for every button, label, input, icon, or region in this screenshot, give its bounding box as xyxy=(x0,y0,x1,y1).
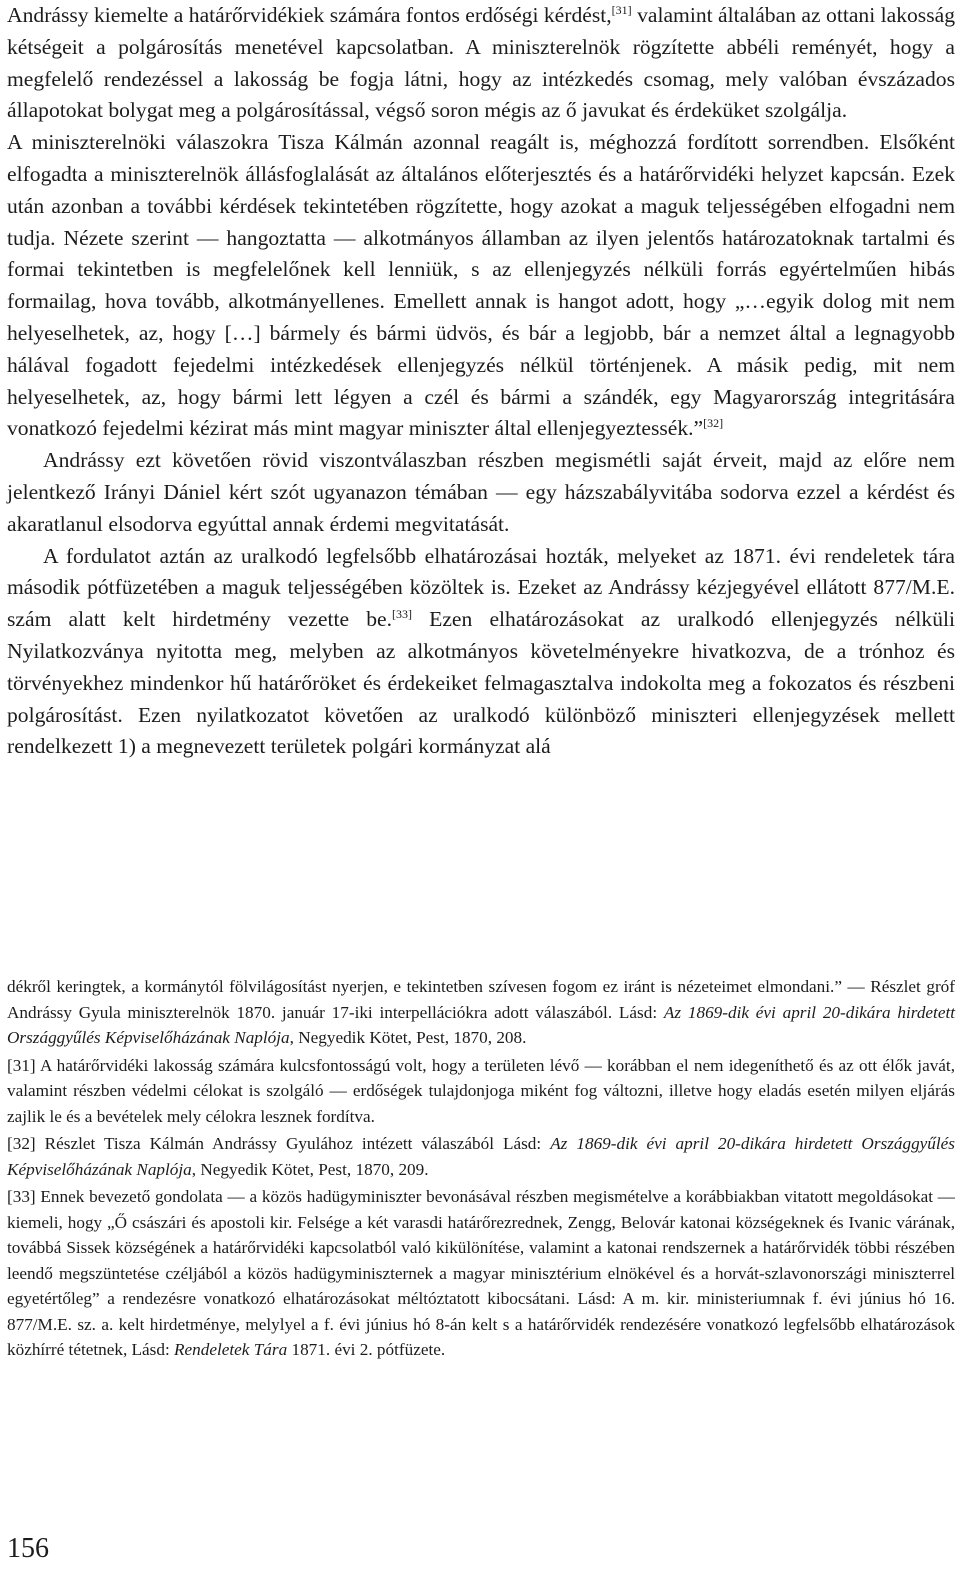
paragraph-1-text-b: valamint általában az ottani lakosság kétségeit a polgárosítás menetével kapcsolatban. A miniszterelnök rögzítette abbéli reményét, hogy a megfelelő rendezéssel a lakosság be fogja látni, hogy az intézkedés csomag, mely valóban évszázados állapotokat bolygat meg a polgárosítással, végső soron mégis az ő javukat és érdeküket szolgálja. xyxy=(7,3,955,123)
paragraph-1-text-a: Andrássy kiemelte a határőrvidékiek számára fontos erdőségi kérdést, xyxy=(7,3,612,27)
paragraph-4 xyxy=(7,541,955,764)
paragraph-4-text-a: A fordulatot aztán az uralkodó legfelsőbb elhatározásai hozták, melyeket az 1871. évi rendeletek tára második pótfüzetében a maguk teljességében közöltek is. Ezeket az Andrássy kézjegyével ellátott 877/M.E. szám alatt kelt hirdetmény vezette be. xyxy=(7,543,955,632)
footnotes xyxy=(7,974,955,1365)
footnote-31-text: A határőrvidéki lakosság számára kulcsfontosságú volt, hogy a területen lévő — korábban el nem idegeníthető és az ott élők javát, valamint részben védelmi célokat is szolgáló — erdőségek tulajdonjoga miként fog változni, illetve hogy eladás esetén milyen eljárás zajlik le és a bevételek mely célokra lesznek fordítva. xyxy=(7,1055,955,1126)
footnote-31 xyxy=(7,1053,955,1130)
footnote-32-number: [32] xyxy=(7,1134,36,1153)
footnote-33-number: [33] xyxy=(7,1187,36,1206)
footnote-ref-32[interactable]: [32] xyxy=(703,416,724,431)
paragraph-1 xyxy=(7,0,955,127)
footnote-continuation-text-a: dékről keringtek, a kormánytól fölvilágosítást nyerjen, e tekintetben szívesen fogom ez iránt is nézeteimet elmondani.” — Részlet gróf Andrássy Gyula miniszterelnök 1870. január 17-iki interpellációkra adott válaszából. Lásd: xyxy=(7,977,955,1022)
footnote-33 xyxy=(7,1184,955,1363)
paragraph-3: Andrássy ezt követően rövid viszontválaszban részben megismétli saját érveit, majd az előre nem jelentkező Irányi Dániel kért szót ugyanazon témában — egy házszabályvitába sodorva ezzel a kérdést és akaratlanul elsodorva egyúttal annak érdemi megvitatását. xyxy=(7,448,955,536)
paragraph-2-text: A miniszterelnöki válaszokra Tisza Kálmán azonnal reagált is, méghozzá fordított sorrendben. Elsőként elfogadta a miniszterelnök állásfoglalását az általános előterjesztés és a határőrvidéki helyzet kapcsán. Ezek után azonban a további kérdések tekintetében rögzítette, hogy azokat a maguk teljességében elfogadni nem tudja. Nézete szerint — hangoztatta — alkotmányos államban az ilyen jelentős határozatoknak tartalmi és formai tekintetben is megfelelőnek kell lenniük, s az ellenjegyzés nélküli forrás egyértelműen hibás formailag, hova tovább, alkotmányellenes. Emellett annak is hangot adott, hogy „…egyik dolog mit nem helyeselhetek, az, hogy […] bármely és bármi üdvös, és bár a legjobb, bár a nemzet által a legnagyobb hálával fogadott fejedelmi intézkedések ellenjegyzés nélkül történjenek. A másik pedig, mit nem helyeselhetek, az, hogy bármi lett légyen a czél és bármi a szándék, egy Magyarország integritására vonatkozó fejedelmi kézirat más mint magyar miniszter által ellenjegyeztessék.” xyxy=(7,130,955,441)
footnote-33-title: Rendeletek Tára xyxy=(174,1340,288,1359)
page-number: 156 xyxy=(7,1533,49,1564)
footnote-32-title: Az 1869-dik évi april 20-dikára hirdetett Országgyűlés Képviselőházának Naplója xyxy=(7,1134,955,1179)
footnote-continuation-title: Az 1869-dik évi april 20-dikára hirdetett Országgyűlés Képviselőházának Naplója xyxy=(7,1002,955,1047)
footnote-continuation xyxy=(7,974,955,1051)
footnote-ref-33[interactable]: [33] xyxy=(391,606,412,621)
paragraph-2 xyxy=(7,127,955,445)
footnote-continuation-text-b: , Negyedik Kötet, Pest, 1870, 208. xyxy=(289,1028,527,1047)
footnote-32 xyxy=(7,1131,955,1182)
footnote-ref-31[interactable]: [31] xyxy=(611,2,632,17)
footnote-32-text-b: , Negyedik Kötet, Pest, 1870, 209. xyxy=(191,1159,429,1179)
footnote-33-text-a: Ennek bevezető gondolata — a közös hadügyminiszter bevonásával részben megismételve a korábbiakban vitatott megoldásokat — kiemeli, hogy „Ő császári és apostoli kir. Felsége a két varasdi határőrezrednek, Zengg, Belovár katonai községeknek és Ivanic várának, továbbá Sissek községének a határőrvidéki kapcsolatból való kikülönítése, valamint a katonai rendszernek a határőrvidék többi részében leendő megszüntetése czéljából a közös hadügyminiszternek a magyar minisztérium elnökével és a horvát-szlavonországi miniszterrel egyetértőleg” a rendezésre vonatkozó elhatározásokat méltóztatott kibocsátani. Lásd: A m. kir. ministeriumnak f. évi június hó 16. 877/M.E. sz. a. kelt hirdetménye, melylyel a f. évi június hó 8-án kelt s a határőrvidék rendezésére vonatkozó legfelsőbb elhatározások közhírré tétetnek, Lásd: xyxy=(7,1187,955,1359)
footnote-31-number: [31] xyxy=(7,1055,36,1075)
paragraph-4-text-b: Ezen elhatározásokat az uralkodó ellenjegyzés nélküli Nyilatkozványa nyitotta meg, melyben az alkotmányos követelményekre hivatkozva, de a trónhoz és törvényekhez mindenkor hű határőröket és érdekeiket felmagasztalva indokolta meg a fokozatos és részbeni polgárosítást. Ezen nyilatkozatot követően az uralkodó különböző miniszteri ellenjegyzések mellett rendelkezett 1) a megnevezett területek polgári kormányzat alá xyxy=(7,607,956,759)
footnote-33-text-b: 1871. évi 2. pótfüzete. xyxy=(287,1340,446,1359)
main-text xyxy=(7,0,955,763)
footnote-32-text-a: Részlet Tisza Kálmán Andrássy Gyulához intézett válaszából Lásd: xyxy=(35,1134,551,1153)
